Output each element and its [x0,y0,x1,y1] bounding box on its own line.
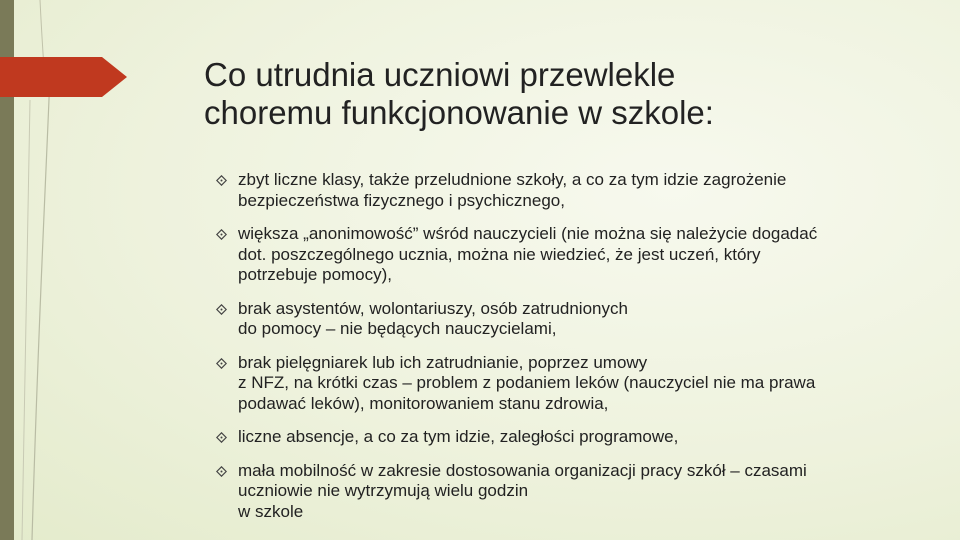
slide-title [204,56,904,132]
bullet-text: do pomocy – nie będących nauczycielami, [238,319,557,338]
bullet-text: potrzebuje pomocy), [238,265,393,284]
bullet-text: bezpieczeństwa fizycznego i psychicznego, [238,190,565,210]
bullet-text: w szkole [238,501,304,521]
bullet-item [216,461,916,523]
diamond-outline-icon [216,229,227,240]
bullet-list [216,170,916,535]
bullet-item [216,299,916,340]
bullet-item [216,170,916,211]
diamond-outline-icon [216,304,227,315]
bullet-text: zbyt liczne klasy, także przeludnione szkoły, a co za tym idzie zagrożenie [238,170,787,189]
diamond-outline-icon [216,466,227,477]
diamond-outline-icon [216,358,227,369]
bullet-text: mała mobilność w zakresie dostosowania organizacji pracy szkół – czasami [238,460,807,480]
bullet-item [216,224,916,286]
diamond-outline-icon [216,432,227,443]
bullet-text: brak pielęgniarek lub ich zatrudnianie, poprzez umowy [238,352,648,372]
bullet-text: brak asystentów, wolontariuszy, osób zatrudnionych [238,298,628,318]
bullet-item [216,427,916,448]
bullet-text: podawać leków), monitorowaniem stanu zdrowia, [238,393,609,413]
bullet-text: większa „anonimowość” wśród nauczycieli (nie można się należycie dogadać [238,224,818,243]
title-arrow-tab [0,57,127,97]
bullet-text: dot. poszczególnego ucznia, można nie wiedzieć, że jest uczeń, który [238,244,761,264]
diamond-outline-icon [216,175,227,186]
bullet-item [216,353,916,415]
bullet-text: z NFZ, na krótki czas – problem z podaniem leków (nauczyciel nie ma prawa [238,373,816,392]
bullet-text: liczne absencje, a co za tym idzie, zaległości programowe, [238,427,679,446]
bullet-text: uczniowie nie wytrzymują wielu godzin [238,481,529,500]
title-line-2: choremu funkcjonowanie w szkole: [204,94,714,131]
title-line-1: Co utrudnia uczniowi przewlekle [204,56,676,93]
